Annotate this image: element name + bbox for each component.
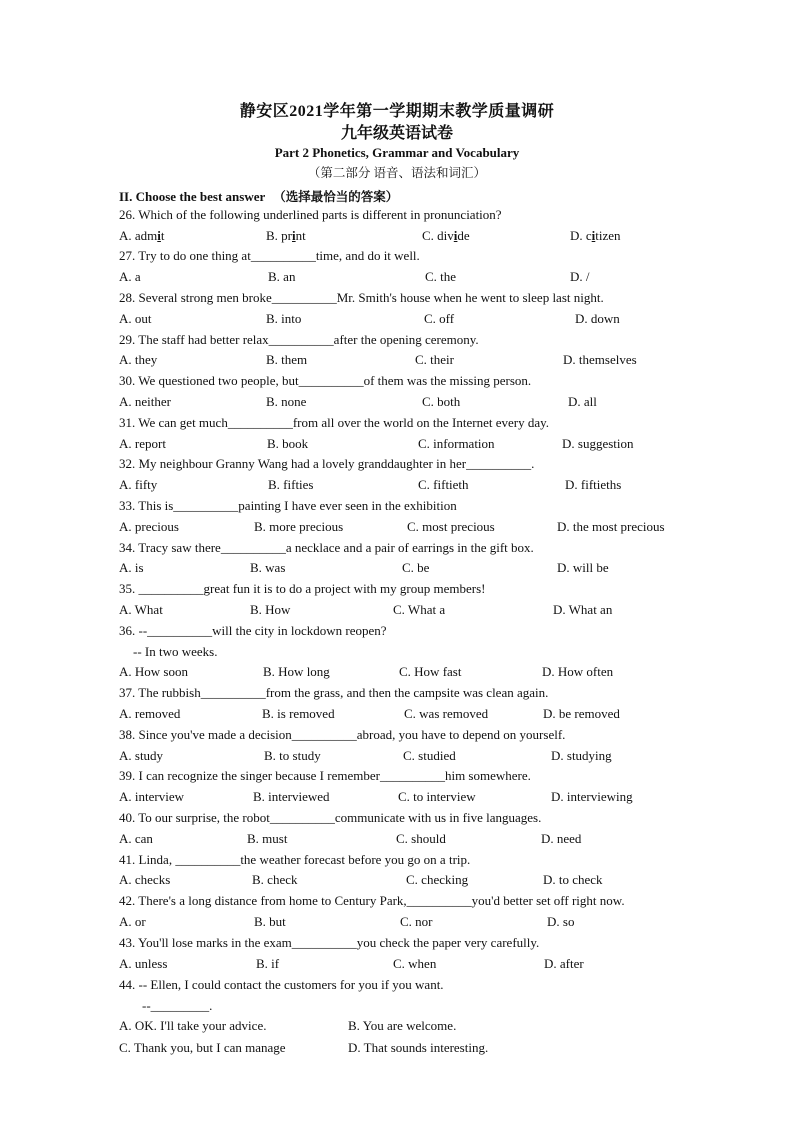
option-a[interactable]: A. neither — [119, 394, 171, 409]
question-26-stem: 26. Which of the following underlined parts is different in pronunciation? — [119, 207, 502, 222]
option-c[interactable]: C. How fast — [399, 664, 462, 679]
option-b[interactable]: B. fifties — [268, 477, 314, 492]
question-38-options — [0, 748, 794, 768]
option-c[interactable]: C. fiftieth — [418, 477, 469, 492]
option-c[interactable]: C. was removed — [404, 706, 489, 721]
option-b[interactable]: B. How long — [263, 664, 330, 679]
option-a[interactable]: A. can — [119, 831, 153, 846]
option-a[interactable]: A. study — [119, 748, 164, 763]
option-b[interactable]: B. to study — [264, 748, 321, 763]
option-d[interactable]: D. suggestion — [562, 436, 634, 451]
option-b[interactable]: B. print — [266, 228, 306, 243]
question-29-options — [0, 352, 794, 372]
option-a[interactable]: A. checks — [119, 872, 171, 887]
option-d[interactable]: D. to check — [543, 872, 603, 887]
option-d[interactable]: D. fiftieths — [565, 477, 622, 492]
question-36-stem: 36. --__________will the city in lockdown reopen? — [119, 623, 387, 638]
option-b[interactable]: B. book — [267, 436, 309, 451]
option-a[interactable]: A. a — [119, 269, 141, 284]
option-c[interactable]: C. information — [418, 436, 495, 451]
option-b[interactable]: B. more precious — [254, 519, 344, 534]
question-39-stem: 39. I can recognize the singer because I remember__________him somewhere. — [119, 768, 531, 783]
question-34-options — [0, 560, 794, 580]
option-c[interactable]: C. checking — [406, 872, 469, 887]
question-44-stem: 44. -- Ellen, I could contact the customers for you if you want. — [119, 977, 444, 992]
option-c[interactable]: C. both — [422, 394, 461, 409]
option-d[interactable]: D. interviewing — [551, 789, 633, 804]
question-40-stem: 40. To our surprise, the robot__________communicate with us in five languages. — [119, 810, 542, 825]
question-44-options-row2 — [0, 1040, 794, 1060]
exam-title: 静安区2021学年第一学期期末教学质量调研 — [239, 103, 555, 120]
question-32-stem: 32. My neighbour Granny Wang had a lovely granddaughter in her__________. — [119, 456, 535, 471]
question-34-stem: 34. Tracy saw there__________a necklace and a pair of earrings in the gift box. — [119, 540, 534, 555]
question-39-options — [0, 789, 794, 809]
option-a[interactable]: A. interview — [119, 789, 184, 804]
option-a[interactable]: A. OK. I'll take your advice. — [119, 1018, 267, 1033]
section-subtitle: （选择最恰当的答案） — [273, 190, 399, 204]
question-38-stem: 38. Since you've made a decision__________abroad, you have to depend on yourself. — [119, 727, 566, 742]
section-title: II. Choose the best answer — [119, 189, 266, 204]
option-a[interactable]: A. out — [119, 311, 152, 326]
option-a[interactable]: A. admit — [119, 228, 165, 243]
option-d[interactable]: D. citizen — [570, 228, 621, 243]
part-title: Part 2 Phonetics, Grammar and Vocabulary — [274, 145, 520, 160]
option-b[interactable]: B. You are welcome. — [348, 1018, 457, 1033]
option-b[interactable]: B. check — [252, 872, 298, 887]
question-44-options-row1 — [0, 1018, 794, 1038]
option-b[interactable]: B. must — [247, 831, 288, 846]
option-b[interactable]: B. but — [254, 914, 286, 929]
question-26-options — [0, 228, 794, 248]
question-43-options — [0, 956, 794, 976]
question-31-stem: 31. We can get much__________from all over the world on the Internet every day. — [119, 415, 549, 430]
question-33-stem: 33. This is__________painting I have ever seen in the exhibition — [119, 498, 457, 513]
option-b[interactable]: B. was — [250, 560, 286, 575]
option-d[interactable]: D. How often — [542, 664, 614, 679]
option-b[interactable]: B. interviewed — [253, 789, 330, 804]
question-43-stem: 43. You'll lose marks in the exam__________you check the paper very carefully. — [119, 935, 540, 950]
option-a[interactable]: A. What — [119, 602, 163, 617]
option-a[interactable]: A. or — [119, 914, 146, 929]
question-35-stem: 35. __________great fun it is to do a project with my group members! — [119, 581, 486, 596]
question-30-options — [0, 394, 794, 414]
question-44-reply: --_________. — [142, 998, 213, 1013]
option-a[interactable]: A. report — [119, 436, 166, 451]
option-a[interactable]: A. removed — [119, 706, 181, 721]
option-a[interactable]: A. they — [119, 352, 158, 367]
question-28-stem: 28. Several strong men broke__________Mr. Smith's house when he went to sleep last night. — [119, 290, 604, 305]
option-d[interactable]: D. the most precious — [557, 519, 665, 534]
option-c[interactable]: C. the — [425, 269, 457, 284]
option-d[interactable]: D. all — [568, 394, 597, 409]
question-41-stem: 41. Linda, __________the weather forecast before you go on a trip. — [119, 852, 471, 867]
question-37-options — [0, 706, 794, 726]
option-d[interactable]: D. so — [547, 914, 575, 929]
question-40-options — [0, 831, 794, 851]
question-32-options — [0, 477, 794, 497]
option-c[interactable]: C. their — [415, 352, 454, 367]
option-c[interactable]: C. studied — [403, 748, 456, 763]
question-28-options — [0, 311, 794, 331]
question-27-options — [0, 269, 794, 289]
option-d[interactable]: D. studying — [551, 748, 612, 763]
option-a[interactable]: A. fifty — [119, 477, 158, 492]
option-d[interactable]: D. be removed — [543, 706, 620, 721]
question-41-options — [0, 872, 794, 892]
option-c[interactable]: C. Thank you, but I can manage — [119, 1040, 286, 1055]
option-c[interactable]: C. when — [393, 956, 437, 971]
question-31-options — [0, 436, 794, 456]
option-c[interactable]: C. to interview — [398, 789, 476, 804]
option-d[interactable]: D. will be — [557, 560, 609, 575]
part-subtitle: （第二部分 语音、语法和词汇） — [307, 166, 487, 180]
option-d[interactable]: D. What an — [553, 602, 613, 617]
option-b[interactable]: B. is removed — [262, 706, 335, 721]
option-c[interactable]: C. divide — [422, 228, 470, 243]
option-b[interactable]: B. them — [266, 352, 308, 367]
option-a[interactable]: A. How soon — [119, 664, 188, 679]
question-42-stem: 42. There's a long distance from home to Century Park,__________you'd better set off right now. — [119, 893, 625, 908]
option-b[interactable]: B. How — [250, 602, 291, 617]
option-b[interactable]: B. into — [266, 311, 302, 326]
option-c[interactable]: C. most precious — [407, 519, 495, 534]
option-c[interactable]: C. off — [424, 311, 455, 326]
option-c[interactable]: C. What a — [393, 602, 446, 617]
option-c[interactable]: C. should — [396, 831, 446, 846]
option-c[interactable]: C. be — [402, 560, 430, 575]
question-36-reply: -- In two weeks. — [133, 644, 218, 659]
question-30-stem: 30. We questioned two people, but__________of them was the missing person. — [119, 373, 532, 388]
option-d[interactable]: D. after — [544, 956, 584, 971]
exam-subtitle: 九年级英语试卷 — [340, 125, 453, 142]
option-d[interactable]: D. That sounds interesting. — [348, 1040, 489, 1055]
question-37-stem: 37. The rubbish__________from the grass, and then the campsite was clean again. — [119, 685, 549, 700]
question-35-options — [0, 602, 794, 622]
option-c[interactable]: C. nor — [400, 914, 433, 929]
option-d[interactable]: D. themselves — [563, 352, 637, 367]
option-b[interactable]: B. an — [268, 269, 296, 284]
question-33-options — [0, 519, 794, 539]
option-a[interactable]: A. precious — [119, 519, 179, 534]
option-a[interactable]: A. unless — [119, 956, 168, 971]
section-heading — [119, 187, 398, 205]
question-29-stem: 29. The staff had better relax__________after the opening ceremony. — [119, 332, 479, 347]
option-d[interactable]: D. down — [575, 311, 620, 326]
question-36-options — [0, 664, 794, 684]
option-d[interactable]: D. need — [541, 831, 582, 846]
question-27-stem: 27. Try to do one thing at__________time, and do it well. — [119, 248, 420, 263]
option-a[interactable]: A. is — [119, 560, 144, 575]
option-b[interactable]: B. if — [256, 956, 280, 971]
option-b[interactable]: B. none — [266, 394, 307, 409]
question-42-options — [0, 914, 794, 934]
option-d[interactable]: D. / — [570, 269, 590, 284]
